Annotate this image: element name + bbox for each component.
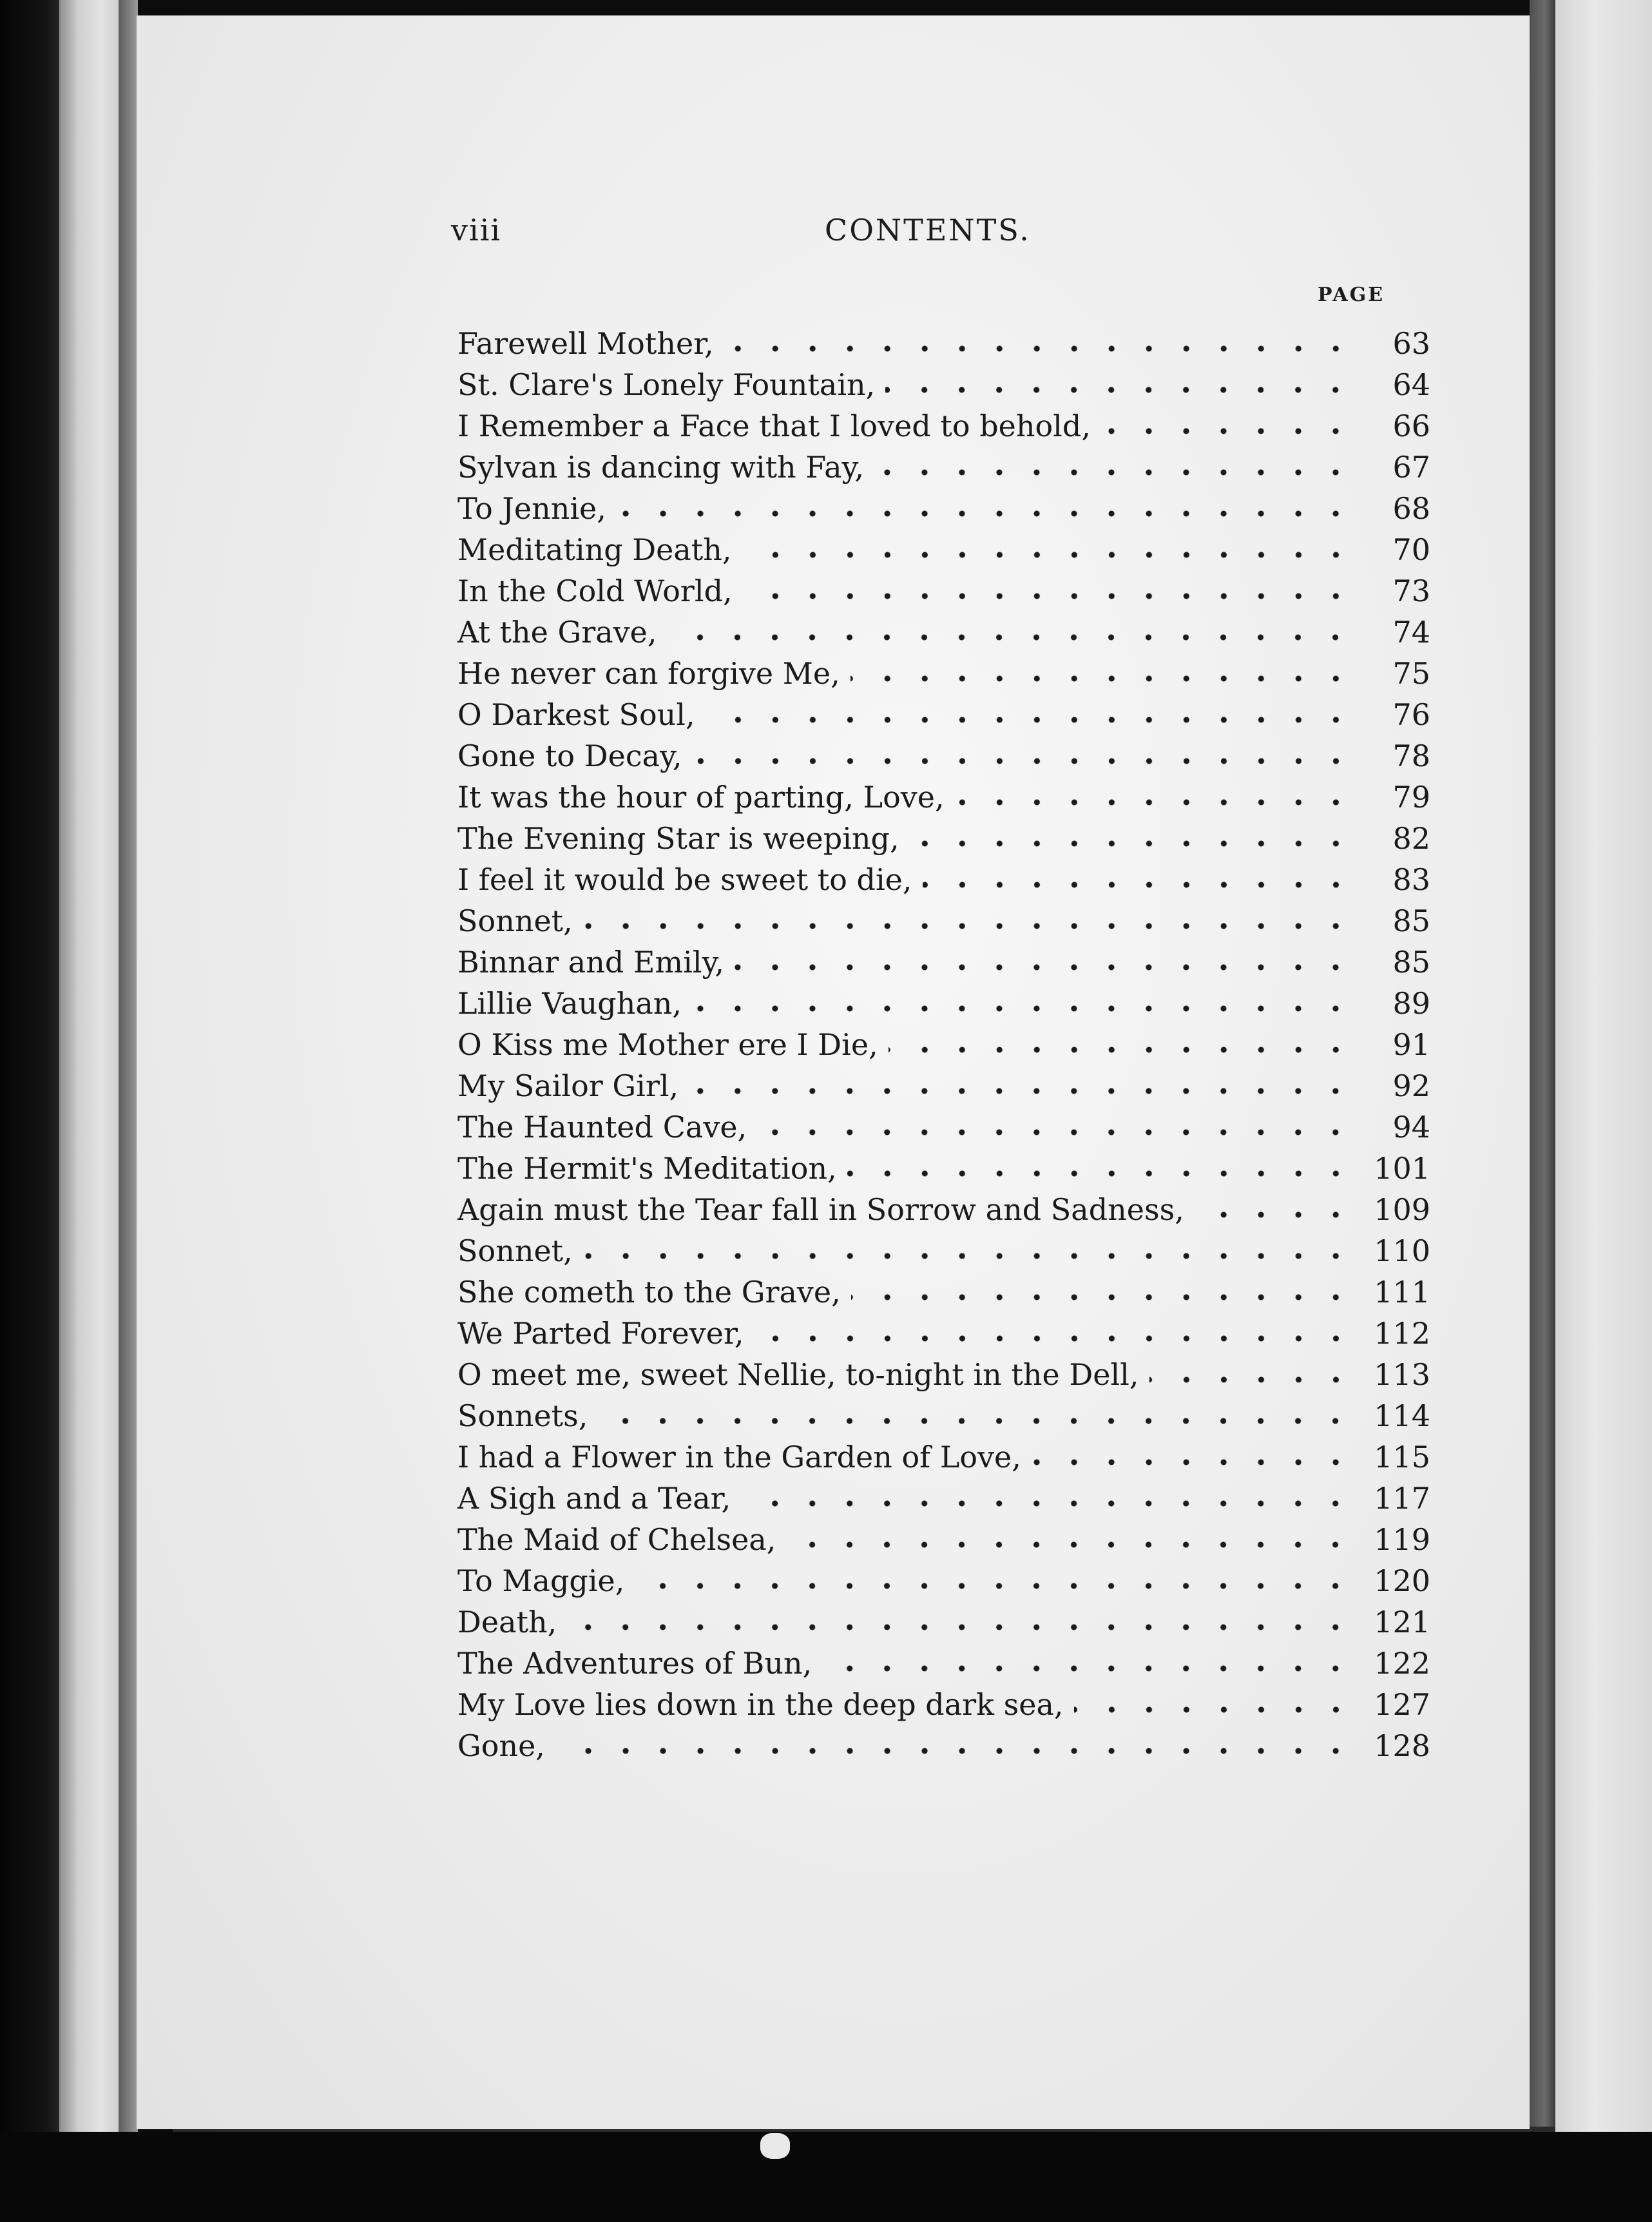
toc-entry xyxy=(457,441,1430,485)
toc-entry-page: 74 xyxy=(1392,615,1430,650)
toc-entry-title: The Haunted Cave, xyxy=(457,1110,747,1145)
toc-entry-title: Sylvan is dancing with Fay, xyxy=(457,450,865,485)
dot-leader xyxy=(847,1170,1354,1177)
toc-entry-page: 82 xyxy=(1392,821,1430,856)
toc-entry-title: Binnar and Emily, xyxy=(457,945,725,980)
toc-entry-page: 110 xyxy=(1374,1233,1430,1268)
toc-entry-page: 85 xyxy=(1392,903,1430,938)
toc-entry-page: 83 xyxy=(1392,862,1430,897)
toc-entry xyxy=(457,482,1430,526)
dot-leader xyxy=(742,552,1354,558)
toc-entry xyxy=(457,1596,1430,1637)
dot-leader xyxy=(735,964,1354,971)
table-of-contents xyxy=(457,317,1430,1761)
toc-entry-title: A Sigh and a Tear, xyxy=(457,1481,731,1516)
running-head xyxy=(451,213,1385,264)
toc-entry xyxy=(457,400,1430,441)
toc-entry-page: 114 xyxy=(1374,1398,1430,1433)
toc-entry xyxy=(457,1637,1430,1681)
toc-entry-title: In the Cold World, xyxy=(457,574,733,608)
toc-entry xyxy=(457,1266,1430,1307)
dot-leader xyxy=(1195,1212,1354,1218)
toc-entry-page: 109 xyxy=(1374,1192,1430,1227)
toc-entry-page: 64 xyxy=(1392,367,1430,402)
toc-entry-page: 75 xyxy=(1392,656,1430,691)
toc-entry xyxy=(457,1018,1430,1062)
toc-entry-page: 113 xyxy=(1374,1357,1430,1392)
dot-leader xyxy=(724,345,1354,352)
toc-entry xyxy=(457,1348,1430,1392)
toc-entry-title: He never can forgive Me, xyxy=(457,656,840,691)
toc-entry xyxy=(457,1183,1430,1227)
dot-leader xyxy=(555,1748,1354,1754)
dot-leader xyxy=(850,675,1354,682)
toc-entry xyxy=(457,565,1430,606)
toc-entry-title: I had a Flower in the Garden of Love, xyxy=(457,1440,1021,1474)
toc-entry-title: I feel it would be sweet to die, xyxy=(457,862,912,897)
toc-entry xyxy=(457,523,1430,565)
toc-entry-title: Sonnet, xyxy=(457,903,573,938)
toc-entry xyxy=(457,812,1430,856)
toc-entry-page: 63 xyxy=(1392,326,1430,361)
toc-entry-page: 70 xyxy=(1392,532,1430,567)
page-column-label: PAGE xyxy=(1318,284,1385,306)
toc-entry-page: 101 xyxy=(1374,1151,1430,1186)
dot-leader xyxy=(874,469,1354,476)
dot-leader xyxy=(822,1665,1354,1672)
toc-entry xyxy=(457,853,1430,897)
toc-entry-page: 91 xyxy=(1392,1027,1430,1062)
toc-entry-title: My Love lies down in the deep dark sea, xyxy=(457,1687,1064,1722)
toc-entry-page: 79 xyxy=(1392,780,1430,815)
toc-entry-title: O meet me, sweet Nellie, to-night in the Dell, xyxy=(457,1357,1139,1392)
toc-entry xyxy=(457,1678,1430,1722)
toc-entry-title: To Jennie, xyxy=(457,491,606,526)
dot-leader xyxy=(692,1005,1354,1012)
toc-entry-title: Death, xyxy=(457,1605,557,1639)
toc-entry-page: 85 xyxy=(1392,945,1430,980)
toc-entry-page: 92 xyxy=(1392,1068,1430,1103)
toc-entry-page: 66 xyxy=(1392,409,1430,443)
toc-entry xyxy=(457,688,1430,732)
toc-entry xyxy=(457,358,1430,400)
toc-entry xyxy=(457,1719,1430,1761)
toc-entry-title: Gone, xyxy=(457,1728,545,1763)
dot-leader xyxy=(1074,1706,1354,1713)
toc-entry-title: St. Clare's Lonely Fountain, xyxy=(457,367,876,402)
toc-entry-title: Again must the Tear fall in Sorrow and Sadness, xyxy=(457,1192,1184,1227)
toc-entry-title: The Adventures of Bun, xyxy=(457,1646,812,1681)
dot-leader xyxy=(667,634,1354,641)
toc-entry xyxy=(457,1431,1430,1472)
dot-leader xyxy=(583,1253,1354,1259)
toc-entry-title: I Remember a Face that I loved to behold, xyxy=(457,409,1091,443)
toc-entry-page: 73 xyxy=(1392,574,1430,608)
paper-speck xyxy=(760,2133,790,2159)
dot-leader xyxy=(757,1129,1354,1135)
page-gutter-shadow xyxy=(1530,0,1555,2222)
dot-leader xyxy=(1101,428,1354,434)
toc-entry xyxy=(457,936,1430,980)
toc-entry-title: Farewell Mother, xyxy=(457,326,714,361)
toc-entry-page: 127 xyxy=(1374,1687,1430,1722)
dot-leader xyxy=(910,840,1354,847)
toc-entry-title: She cometh to the Grave, xyxy=(457,1275,841,1309)
dot-leader xyxy=(1149,1377,1354,1383)
toc-entry-title: Meditating Death, xyxy=(457,532,732,567)
toc-entry-title: Gone to Decay, xyxy=(457,739,682,773)
toc-entry-page: 112 xyxy=(1374,1316,1430,1351)
dot-leader xyxy=(786,1541,1354,1548)
toc-entry xyxy=(457,1142,1430,1186)
dot-leader xyxy=(635,1583,1354,1589)
toc-entry-page: 111 xyxy=(1374,1275,1430,1309)
toc-entry-page: 67 xyxy=(1392,450,1430,485)
toc-entry-page: 94 xyxy=(1392,1110,1430,1145)
book-board-shadow xyxy=(119,0,138,2140)
toc-entry xyxy=(457,1307,1430,1351)
dot-leader xyxy=(583,923,1354,929)
toc-entry xyxy=(457,1513,1430,1557)
toc-entry-page: 78 xyxy=(1392,739,1430,773)
dot-leader xyxy=(888,1047,1354,1053)
dot-leader xyxy=(741,1500,1354,1507)
toc-entry xyxy=(457,894,1430,936)
toc-entry-title: Sonnet, xyxy=(457,1233,573,1268)
toc-entry-page: 119 xyxy=(1374,1522,1430,1557)
toc-entry-title: My Sailor Girl, xyxy=(457,1068,679,1103)
toc-entry-title: It was the hour of parting, Love, xyxy=(457,780,945,815)
toc-entry-title: The Evening Star is weeping, xyxy=(457,821,899,856)
toc-entry-title: The Maid of Chelsea, xyxy=(457,1522,776,1557)
toc-entry xyxy=(457,729,1430,771)
toc-entry xyxy=(457,1389,1430,1431)
dot-leader xyxy=(885,387,1354,393)
toc-entry-title: O Darkest Soul, xyxy=(457,697,695,732)
dot-leader xyxy=(851,1294,1354,1300)
dot-leader xyxy=(1032,1459,1354,1465)
dot-leader xyxy=(743,593,1354,599)
dot-leader xyxy=(617,510,1354,517)
toc-entry-page: 122 xyxy=(1374,1646,1430,1681)
toc-entry-title: Lillie Vaughan, xyxy=(457,986,682,1021)
toc-entry xyxy=(457,1472,1430,1516)
toc-entry-page: 89 xyxy=(1392,986,1430,1021)
toc-entry xyxy=(457,647,1430,691)
toc-entry xyxy=(457,1059,1430,1101)
toc-entry xyxy=(457,771,1430,815)
toc-entry-page: 121 xyxy=(1374,1605,1430,1639)
facing-page-edge xyxy=(1555,0,1652,2222)
toc-entry-title: O Kiss me Mother ere I Die, xyxy=(457,1027,878,1062)
dot-leader xyxy=(567,1624,1354,1630)
toc-entry xyxy=(457,1554,1430,1596)
toc-entry xyxy=(457,1224,1430,1266)
toc-entry-title: At the Grave, xyxy=(457,615,657,650)
toc-entry-page: 128 xyxy=(1374,1728,1430,1763)
page-title: CONTENTS. xyxy=(825,213,1031,247)
dot-leader xyxy=(706,717,1354,723)
page-number-roman: viii xyxy=(451,213,502,247)
toc-entry-page: 68 xyxy=(1392,491,1430,526)
toc-entry xyxy=(457,606,1430,650)
dot-leader xyxy=(689,1088,1354,1094)
toc-entry-page: 115 xyxy=(1374,1440,1430,1474)
toc-entry-title: Sonnets, xyxy=(457,1398,588,1433)
dot-leader xyxy=(955,799,1354,806)
toc-entry xyxy=(457,317,1430,361)
toc-entry-title: The Hermit's Meditation, xyxy=(457,1151,837,1186)
toc-entry-title: To Maggie, xyxy=(457,1563,625,1598)
dot-leader xyxy=(923,882,1354,888)
toc-entry xyxy=(457,1101,1430,1145)
toc-entry-page: 120 xyxy=(1374,1563,1430,1598)
toc-entry-page: 76 xyxy=(1392,697,1430,732)
toc-entry xyxy=(457,977,1430,1021)
toc-entry-page: 117 xyxy=(1374,1481,1430,1516)
dot-leader xyxy=(693,758,1354,764)
dot-leader xyxy=(598,1418,1354,1424)
scan-background-bottom xyxy=(0,2132,1652,2222)
dot-leader xyxy=(754,1335,1354,1342)
toc-entry-title: We Parted Forever, xyxy=(457,1316,744,1351)
